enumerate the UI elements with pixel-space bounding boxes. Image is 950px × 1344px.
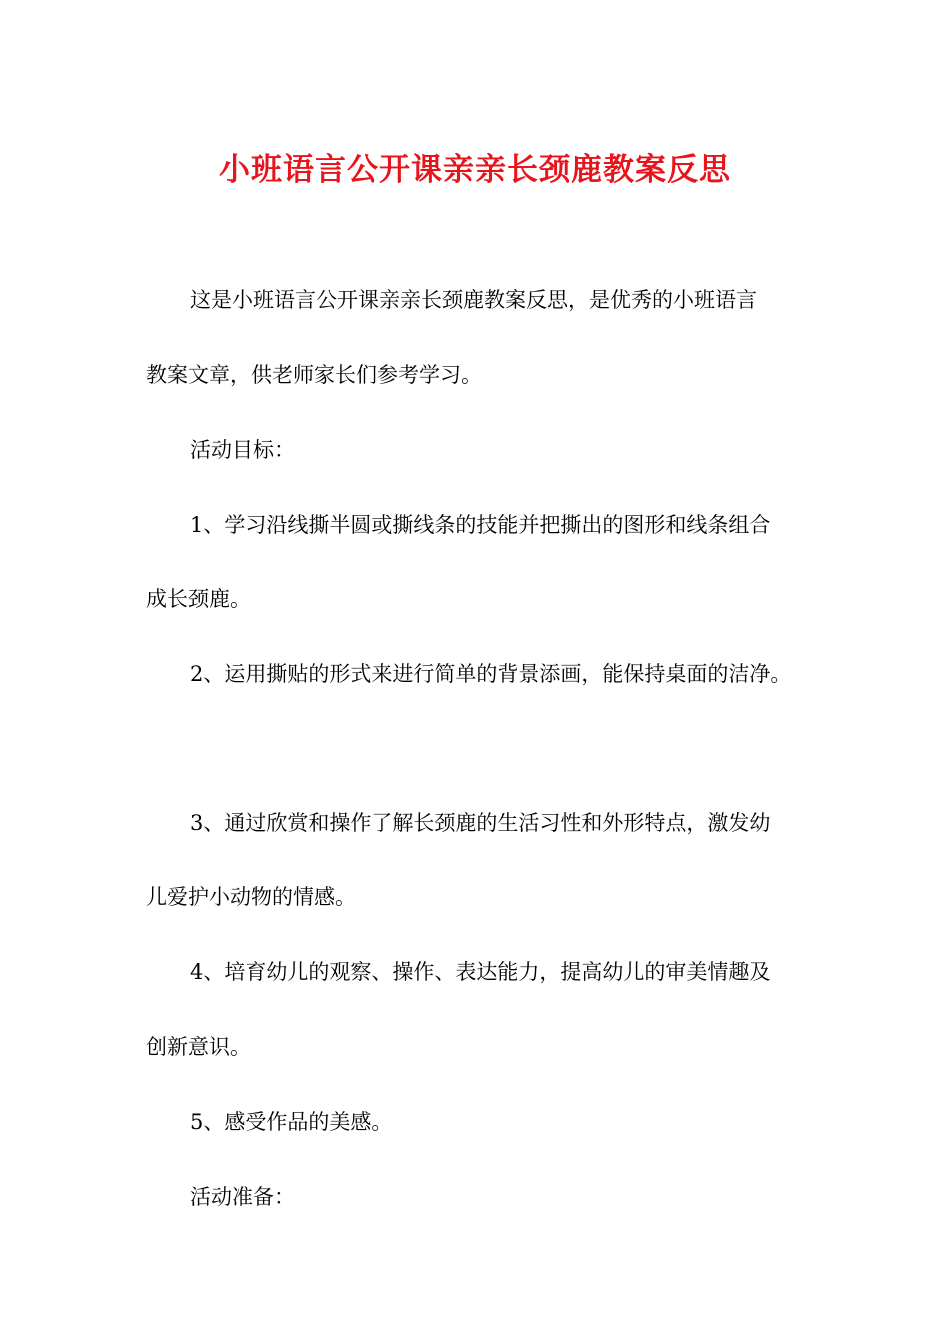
goal-4-line-2: 创新意识。 bbox=[146, 1035, 251, 1059]
section-heading-goals: 活动目标： bbox=[190, 438, 295, 462]
document-title: 小班语言公开课亲亲长颈鹿教案反思 bbox=[219, 152, 731, 188]
paragraph-intro-line-1: 这是小班语言公开课亲亲长颈鹿教案反思，是优秀的小班语言 bbox=[190, 288, 757, 312]
goal-5: 5、感受作品的美感。 bbox=[190, 1110, 393, 1134]
goal-2: 2、运用撕贴的形式来进行简单的背景添画，能保持桌面的洁净。 bbox=[190, 662, 792, 686]
paragraph-intro-line-2: 教案文章，供老师家长们参考学习。 bbox=[146, 363, 482, 387]
goal-3-line-1: 3、通过欣赏和操作了解长颈鹿的生活习性和外形特点，激发幼 bbox=[190, 811, 771, 835]
section-heading-preparation: 活动准备： bbox=[190, 1185, 295, 1209]
goal-1-line-2: 成长颈鹿。 bbox=[146, 587, 251, 611]
goal-4-line-1: 4、培育幼儿的观察、操作、表达能力，提高幼儿的审美情趣及 bbox=[190, 960, 771, 984]
goal-1-line-1: 1、学习沿线撕半圆或撕线条的技能并把撕出的图形和线条组合 bbox=[190, 513, 771, 537]
goal-3-line-2: 儿爱护小动物的情感。 bbox=[146, 885, 356, 909]
